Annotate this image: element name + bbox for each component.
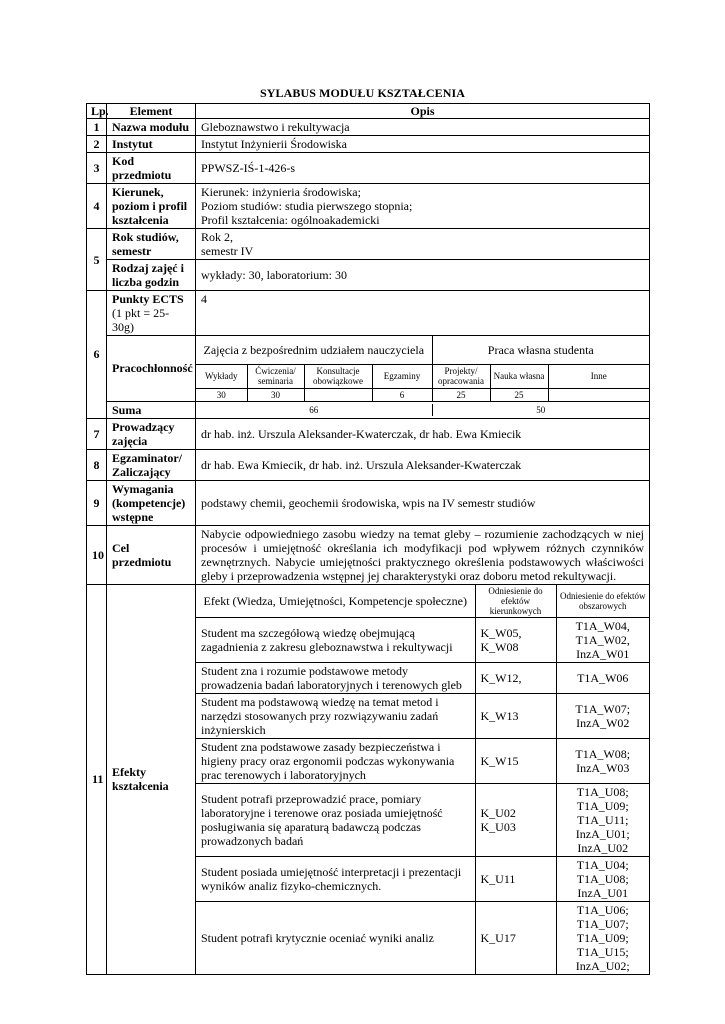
effect-text: Student posiada umiejętność interpretacji i prezentacji wyników analiz fizyko-chemicznych. — [196, 856, 475, 901]
table-row — [87, 153, 650, 184]
obsz-code: T1A_U07; — [576, 916, 629, 931]
obsz-code: T1A_W02, — [575, 632, 630, 647]
effect-kier — [475, 901, 556, 974]
kier-code: K_W15 — [480, 753, 519, 768]
obsz-code: InzA_U01; — [575, 826, 630, 841]
table-row — [87, 525, 650, 584]
row-number: 3 — [87, 153, 107, 184]
row-element: Rok studiów, semestr — [107, 229, 196, 260]
effect-kier — [475, 662, 556, 693]
row-element: Wymagania (kompetencje) wstępne — [107, 480, 196, 525]
effect-obsz — [556, 693, 649, 738]
row-opis — [196, 229, 650, 260]
workload-table — [196, 336, 649, 401]
suma-table — [196, 404, 649, 416]
effects-table — [196, 585, 649, 974]
effect-text: Student zna podstawowe zasady bezpieczeństwa i higieny pracy oraz ergonomii podczas wykonywania prac terenowych i laboratoryjnych — [196, 738, 475, 783]
effect-obsz — [556, 901, 649, 974]
val-egzaminy: 6 — [372, 388, 432, 401]
row-element: Prowadzący zajęcia — [107, 418, 196, 449]
obsz-code: InzA_W03 — [576, 760, 630, 775]
row-opis: wykłady: 30, laboratorium: 30 — [196, 260, 650, 291]
obsz-code: T1A_U15; — [576, 944, 629, 959]
row-number: 7 — [87, 418, 107, 449]
val-projekty: 25 — [432, 388, 490, 401]
obsz-code: T1A_U09; — [576, 930, 629, 945]
table-row — [87, 418, 650, 449]
effects-cell — [196, 584, 650, 974]
row-opis: Nabycie odpowiedniego zasobu wiedzy na temat gleby – rozumienie zachodzących w niej procesów i umiejętność określania ich modyfikacji pod wpływem różnych czynników zewnętrznych. Nabycie umiejętności praktycznego określenia podstawowych właściwości gleby i przeprowadzenia wstępnej jej charakterystyki oraz doboru metod rekultywacji. — [196, 525, 650, 584]
effect-kier — [475, 617, 556, 662]
col-wyklady: Wykłady — [196, 364, 247, 388]
effect-row — [196, 693, 649, 738]
effect-obsz — [556, 662, 649, 693]
row-opis: dr hab. inż. Urszula Aleksander-Kwaterczak, dr hab. Ewa Kmiecik — [196, 418, 650, 449]
group-own: Praca własna studenta — [432, 336, 649, 364]
row-element: Egzaminator/ Zaliczający — [107, 449, 196, 480]
obsz-code: T1A_W04, — [575, 618, 630, 633]
effect-obsz — [556, 856, 649, 901]
header-lp: Lp. — [87, 104, 107, 119]
workload-cell — [196, 336, 650, 402]
kier-code: K_U17 — [480, 930, 516, 945]
semestr-line: semestr IV — [201, 244, 254, 258]
effects-header-obsz: Odniesienie do efektów obszarowych — [556, 585, 649, 618]
effect-kier — [475, 856, 556, 901]
table-row — [87, 260, 650, 291]
row-number: 4 — [87, 184, 107, 229]
table-row — [87, 119, 650, 136]
rok-line: Rok 2, — [201, 230, 234, 244]
obsz-code: InzA_W02 — [576, 715, 630, 730]
effect-row — [196, 901, 649, 974]
effect-kier — [475, 693, 556, 738]
obsz-code: T1A_U11; — [576, 812, 629, 827]
kier-code: K_W05, — [480, 625, 522, 640]
obsz-code: T1A_U09; — [576, 798, 629, 813]
row-element: Nazwa modułu — [107, 119, 196, 136]
table-row — [87, 584, 650, 974]
row-number: 8 — [87, 449, 107, 480]
effect-row — [196, 738, 649, 783]
val-cwiczenia: 30 — [247, 388, 304, 401]
table-header-row — [87, 104, 650, 119]
obsz-code: T1A_U06; — [576, 902, 629, 917]
row-element — [107, 291, 196, 336]
table-row — [87, 184, 650, 229]
row-number: 1 — [87, 119, 107, 136]
obsz-code: InzA_W01 — [576, 646, 630, 661]
effect-kier — [475, 738, 556, 783]
row-opis: Gleboznawstwo i rekultywacja — [196, 119, 650, 136]
row-element: Cel przedmiotu — [107, 525, 196, 584]
suma-own: 50 — [536, 404, 546, 415]
row-element: Rodzaj zajęć i liczba godzin — [107, 260, 196, 291]
effect-obsz — [556, 738, 649, 783]
effect-text: Student zna i rozumie podstawowe metody prowadzenia badań laboratoryjnych i terenowych gleb — [196, 662, 475, 693]
row-number: 6 — [87, 291, 107, 419]
obsz-code: T1A_U08; — [576, 784, 629, 799]
col-egzaminy: Egzaminy — [372, 364, 432, 388]
obsz-code: T1A_U04; — [576, 857, 629, 872]
effect-kier — [475, 783, 556, 856]
kier-code: K_U11 — [480, 871, 516, 886]
row-number: 5 — [87, 229, 107, 291]
obsz-code: InzA_U01 — [577, 885, 629, 900]
kier-code: K_U02 — [480, 805, 516, 820]
table-row — [87, 336, 650, 402]
effects-header-efekt: Efekt (Wiedza, Umiejętności, Kompetencje społeczne) — [196, 585, 475, 618]
effect-row — [196, 662, 649, 693]
row-element: Instytut — [107, 136, 196, 153]
col-konsultacje: Konsultacje obowiązkowe — [304, 364, 372, 388]
effect-text: Student ma podstawową wiedzę na temat metod i narzędzi stosowanych przy rozwiązywaniu zadań inżynierskich — [196, 693, 475, 738]
row-element: Suma — [107, 401, 196, 418]
row-element: Pracochłonność — [107, 336, 196, 402]
row-opis: dr hab. Ewa Kmiecik, dr hab. inż. Urszula Aleksander-Kwaterczak — [196, 449, 650, 480]
kier-code: K_W12, — [480, 670, 522, 685]
group-direct: Zajęcia z bezpośrednim udziałem nauczyciela — [196, 336, 432, 364]
obsz-code: T1A_U08; — [576, 871, 629, 886]
row-opis: PPWSZ-IŚ-1-426-s — [196, 153, 650, 184]
effect-row — [196, 783, 649, 856]
val-konsultacje — [304, 388, 372, 401]
val-wyklady: 30 — [196, 388, 247, 401]
row-number: 11 — [87, 584, 107, 974]
row-number: 2 — [87, 136, 107, 153]
row-number: 9 — [87, 480, 107, 525]
row-opis — [196, 184, 650, 229]
effect-text: Student ma szczegółową wiedzę obejmującą zagadnienia z zakresu gleboznawstwa i rekultywacji — [196, 617, 475, 662]
suma-direct: 66 — [196, 404, 432, 416]
syllabus-table — [86, 103, 650, 975]
effect-obsz — [556, 617, 649, 662]
effect-row — [196, 617, 649, 662]
suma-cell — [196, 401, 650, 418]
obsz-code: InzA_U02; — [575, 958, 630, 973]
table-row — [87, 449, 650, 480]
col-cwiczenia: Ćwiczenia/ seminaria — [247, 364, 304, 388]
ects-value: 4 — [196, 291, 650, 336]
row-opis: Instytut Inżynierii Środowiska — [196, 136, 650, 153]
row-opis: podstawy chemii, geochemii środowiska, wpis na IV semestr studiów — [196, 480, 650, 525]
val-inne — [548, 388, 649, 401]
obsz-code: InzA_U02 — [577, 840, 629, 855]
row-element: Kod przedmiotu — [107, 153, 196, 184]
row-element: Efekty kształcenia — [107, 584, 196, 974]
row-number: 10 — [87, 525, 107, 584]
obsz-code: T1A_W07; — [575, 701, 631, 716]
col-projekty: Projekty/ opracowania — [432, 364, 490, 388]
kier-code: K_W13 — [480, 708, 519, 723]
ects-label: Punkty ECTS — [112, 292, 184, 306]
ects-note: (1 pkt = 25-30g) — [112, 306, 170, 334]
effect-text: Student potrafi krytycznie oceniać wyniki analiz — [196, 901, 475, 974]
row-element: Kierunek, poziom i profil kształcenia — [107, 184, 196, 229]
table-row — [87, 291, 650, 336]
kierunek-line: Kierunek: inżynieria środowiska; — [201, 185, 361, 199]
page-title: SYLABUS MODUŁU KSZTAŁCENIA — [259, 86, 466, 100]
table-row — [87, 136, 650, 153]
val-nauka: 25 — [490, 388, 548, 401]
profil-line: Profil kształcenia: ogólnoakademicki — [201, 213, 380, 227]
obsz-code: T1A_W08; — [575, 746, 631, 761]
effect-text: Student potrafi przeprowadzić prace, pomiary laboratoryjne i terenowe oraz posiada umiejętność posługiwania się aparaturą badawczą podczas prowadzonych badań — [196, 783, 475, 856]
table-row — [87, 229, 650, 260]
table-row — [87, 480, 650, 525]
table-row — [87, 401, 650, 418]
effect-row — [196, 856, 649, 901]
kier-code: K_W08 — [480, 639, 519, 654]
col-nauka: Nauka własna — [490, 364, 548, 388]
poziom-line: Poziom studiów: studia pierwszego stopnia; — [201, 199, 413, 213]
header-element: Element — [107, 104, 196, 119]
effect-obsz — [556, 783, 649, 856]
kier-code: K_U03 — [480, 819, 516, 834]
header-opis: Opis — [196, 104, 650, 119]
col-inne: Inne — [548, 364, 649, 388]
effects-header-kier: Odniesienie do efektów kierunkowych — [475, 585, 556, 618]
obsz-code: T1A_W06 — [577, 670, 629, 685]
